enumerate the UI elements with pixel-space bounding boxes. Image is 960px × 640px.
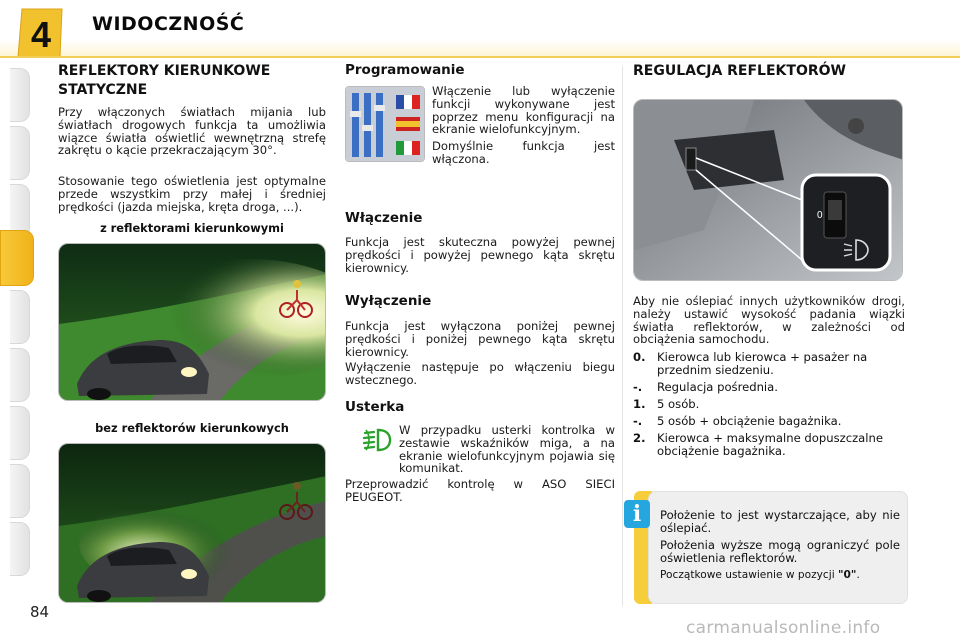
- headlamp-adjustment-dial-image: [633, 99, 903, 281]
- activation-heading: Włączenie: [345, 210, 423, 226]
- zoom-callout: [802, 175, 890, 270]
- info-icon: i: [624, 500, 650, 528]
- list-item: [633, 432, 905, 458]
- fault-text-2: Przeprowadzić kontrolę w ASO SIECI PEUGEOT.: [345, 477, 615, 504]
- setting-key: -.: [633, 380, 643, 394]
- setting-text: 5 osób.: [657, 397, 700, 411]
- info-text: [660, 509, 900, 586]
- activation-text: Funkcja jest skuteczna powyżej pewnej prędkości i powyżej pewnego kąta skrętu kierownicy.: [345, 235, 615, 275]
- programming-text-1: Włączenie lub wyłączenie funkcji wykonywane jest poprzez menu konfiguracji na ekranie wielofunkcyjnym.: [432, 84, 615, 137]
- info-text-3: [660, 569, 900, 582]
- chapter-number: 4: [30, 14, 52, 55]
- programming-text-2: Domyślnie funkcja jest włączona.: [432, 139, 615, 166]
- setting-text: Regulacja pośrednia.: [657, 380, 778, 394]
- list-item: [633, 398, 905, 411]
- info-text-1: Położenie to jest wystarczające, aby nie oślepiać.: [660, 508, 900, 535]
- chapter-tab[interactable]: [10, 406, 30, 460]
- chapter-tab[interactable]: [10, 522, 30, 576]
- chapter-tab[interactable]: [10, 290, 30, 344]
- info-text-3-end: .: [856, 569, 860, 581]
- chapter-tab[interactable]: [10, 126, 30, 180]
- deactivation-heading: Wyłączenie: [345, 293, 432, 309]
- header-divider: [0, 56, 960, 58]
- chapter-tab[interactable]: [10, 348, 30, 402]
- headlamp-adjustment-heading: REGULACJA REFLEKTORÓW: [633, 63, 846, 79]
- page-number: 84: [30, 603, 50, 621]
- column-divider: [622, 66, 623, 606]
- fault-text-1: W przypadku usterki kontrolka w zestawie wskaźników miga, a na ekranie wielofunkcyjnym pojawia się komunikat.: [399, 423, 615, 476]
- deactivation-text-2: Wyłączenie następuje po włączeniu biegu wstecznego.: [345, 360, 615, 387]
- chapter-tab-active[interactable]: [0, 230, 34, 286]
- static-bending-paragraph-1: Przy włączonych światłach mijania lub światłach drogowych funkcja ta umożliwia wiązce światła oświetlić wewnętrzną strefę zakrętu o kącie przekraczającym 30°.: [58, 105, 326, 158]
- programming-heading: Programowanie: [345, 62, 465, 78]
- flag-icons: [396, 95, 420, 155]
- setting-key: 1.: [633, 397, 646, 411]
- section-heading-static-bending: REFLEKTORY KIERUNKOWE STATYCZNE: [58, 63, 271, 98]
- watermark: carmanualsonline.info: [686, 618, 881, 638]
- list-item: [633, 415, 905, 428]
- chapter-tab[interactable]: [10, 68, 30, 122]
- info-text-2: Położenia wyższe mogą ograniczyć pole oświetlenia reflektorów.: [660, 538, 900, 565]
- caption-without-bending-lights: bez reflektorów kierunkowych: [95, 421, 289, 435]
- fault-heading: Usterka: [345, 399, 405, 415]
- bending-light-warning-icon: [362, 427, 392, 453]
- chapter-title: WIDOCZNOŚĆ: [92, 13, 245, 35]
- setting-key: -.: [633, 414, 643, 428]
- list-item: [633, 381, 905, 394]
- headlamp-adjustment-intro: Aby nie oślepiać innych użytkowników drogi, należy ustawić wysokość padania wiązki światła reflektorów, w zależności od obciążenia samochodu.: [633, 294, 905, 347]
- info-text-3-value: "0": [838, 569, 857, 581]
- caption-with-bending-lights: z reflektorami kierunkowymi: [100, 221, 284, 235]
- chapter-badge: [16, 7, 66, 59]
- setting-text: Kierowca lub kierowca + pasażer na przednim siedzeniu.: [657, 350, 868, 377]
- load-settings-list: [633, 351, 905, 462]
- chapter-tabs: [0, 68, 34, 578]
- chapter-tab[interactable]: [10, 464, 30, 518]
- setting-key: 2.: [633, 431, 646, 445]
- setting-text: 5 osób + obciążenie bagażnika.: [657, 414, 842, 428]
- static-bending-paragraph-2: Stosowanie tego oświetlenia jest optymalne przede wszystkim przy małej i średniej prędkości (jazda miejska, kręta droga, ...).: [58, 174, 326, 214]
- night-road-without-bending-lights-image: [58, 443, 326, 603]
- night-road-with-bending-lights-image: [58, 243, 326, 401]
- deactivation-text-1: Funkcja jest wyłączona poniżej pewnej prędkości i poniżej pewnego kąta skrętu kierownicy.: [345, 319, 615, 359]
- info-text-3-label: Początkowe ustawienie w pozycji: [660, 569, 835, 581]
- svg-text:0: 0: [817, 210, 823, 221]
- setting-key: 0.: [633, 350, 646, 364]
- configuration-menu-image: [345, 86, 425, 162]
- setting-text: Kierowca + maksymalne dopuszczalne obciążenie bagażnika.: [657, 431, 883, 458]
- list-item: [633, 351, 905, 377]
